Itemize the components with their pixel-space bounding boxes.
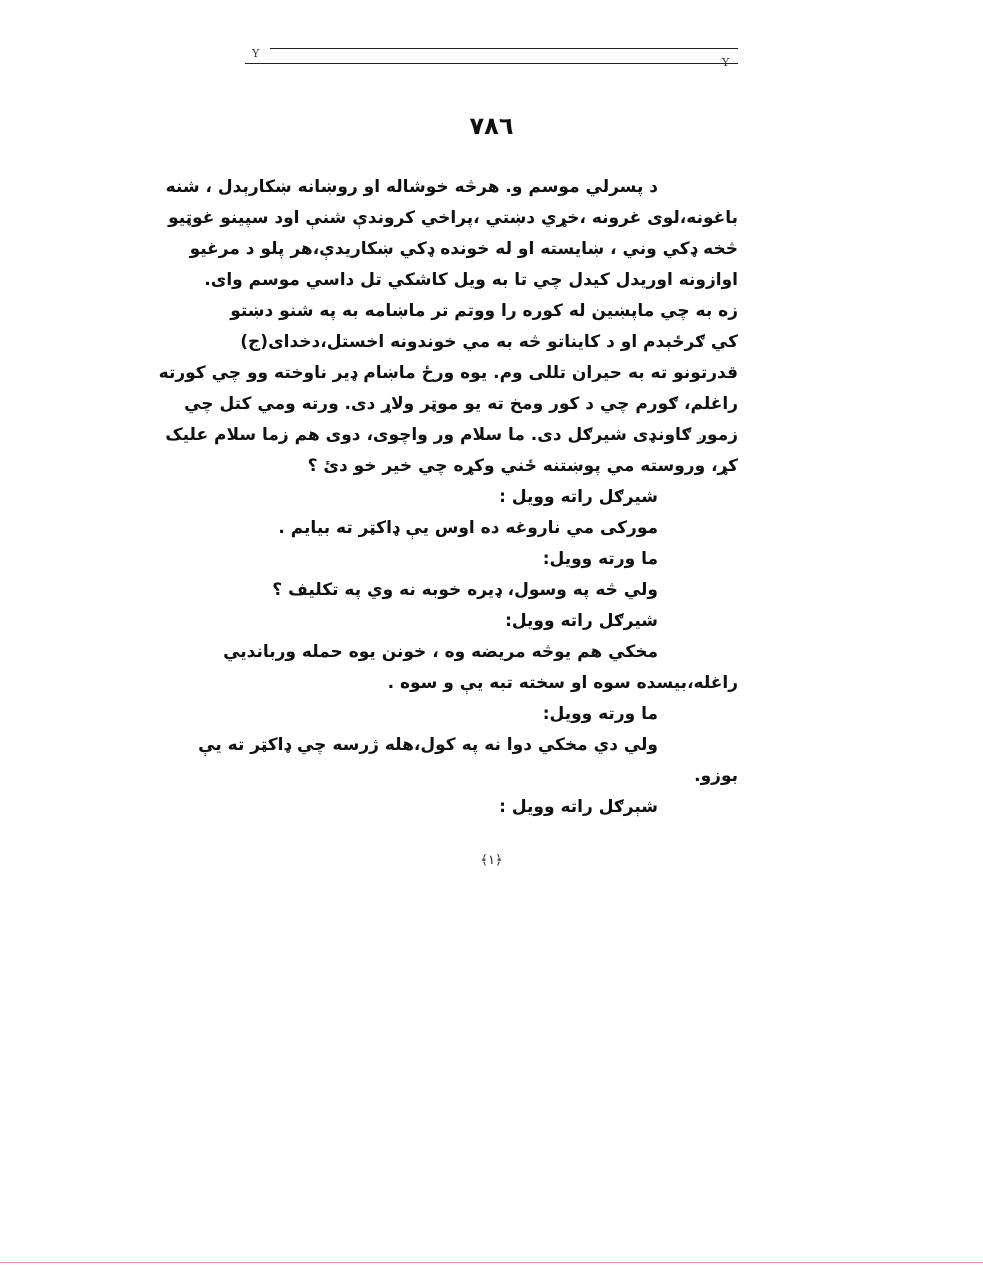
dialogue-line: راغله،بيسده سوه او سخته تبه يې و سوه . [387,673,738,693]
speaker-label: شيرګل راته وويل: [505,611,658,631]
speaker-label: ما ورته وويل: [542,549,658,569]
text-line: قدرتونو ته به حيران تللی وم. يوه ورځ ماښام ډير ناوخته وو چي کورته [158,363,738,383]
header-rule-top [270,48,738,49]
dialogue-line: ولي دي مخکي دوا نه په کول،هله ژرسه چي ډاکټر ته يې [198,735,658,755]
dialogue-line: مخکي هم يوڅه مريضه وه ، خونن يوه حمله وربانديي [223,642,658,662]
dialogue-line: بوزو. [694,766,738,786]
text-line: راغلم، ګورم چي د کور ومخ ته يو موټر ولاړ دی. ورته ومي کتل چي [184,394,738,414]
speaker-label: شېرګل راته وويل : [499,797,658,817]
text-line: زه به چي ماپښين له کوره را ووتم تر ماښامه به په شنو دښتو [230,301,738,321]
speaker-label: ما ورته وويل: [542,704,658,724]
text-line: د پسرلي موسم و. هرڅه خوشاله او روښانه ښکارېدل ، شنه [165,177,658,197]
dialogue-line: مورکی مي ناروغه ده اوس يې ډاکټر ته بيايم . [278,518,658,538]
header-mark-left: Y [252,47,260,60]
dialogue-line: ولي څه په وسول، ډيره خوبه نه وي په تکليف ؟ [272,580,658,600]
header-rule-bottom [245,63,738,64]
page-bottom-edge [0,1262,983,1263]
text-line: باغونه،لوی غرونه ،خړي دښتي ،پراخي کروندې شنې اود سپينو غوټيو [168,208,738,228]
page-heading-number: ۷۸٦ [469,112,514,140]
footer-page-marker: ﴾۱﴿ [480,853,503,868]
text-line: اوازونه اوريدل کيدل چي تا به ويل کاشکي تل داسي موسم وای. [204,270,738,290]
body-text [158,172,738,823]
text-line: کړ، وروسته مي پوښتنه ځني وکړه چي خير خو دئ ؟ [307,456,738,476]
text-line: زموږ ګاونډی شيرګل دی. ما سلام ور واچوی، دوی هم زما سلام عليک [165,425,738,445]
speaker-label: شيرګل راته وويل : [499,487,658,507]
text-line: څخه ډکي وني ، ښايسته او له خونده ډکي ښکاريدې،هر پلو د مرغيو [189,239,738,259]
header-mark-right: Y [722,56,730,69]
text-line: کي ګرځېدم او د کايناتو څه به مي خوندونه اخستل،دخدای(ج) [240,332,738,352]
